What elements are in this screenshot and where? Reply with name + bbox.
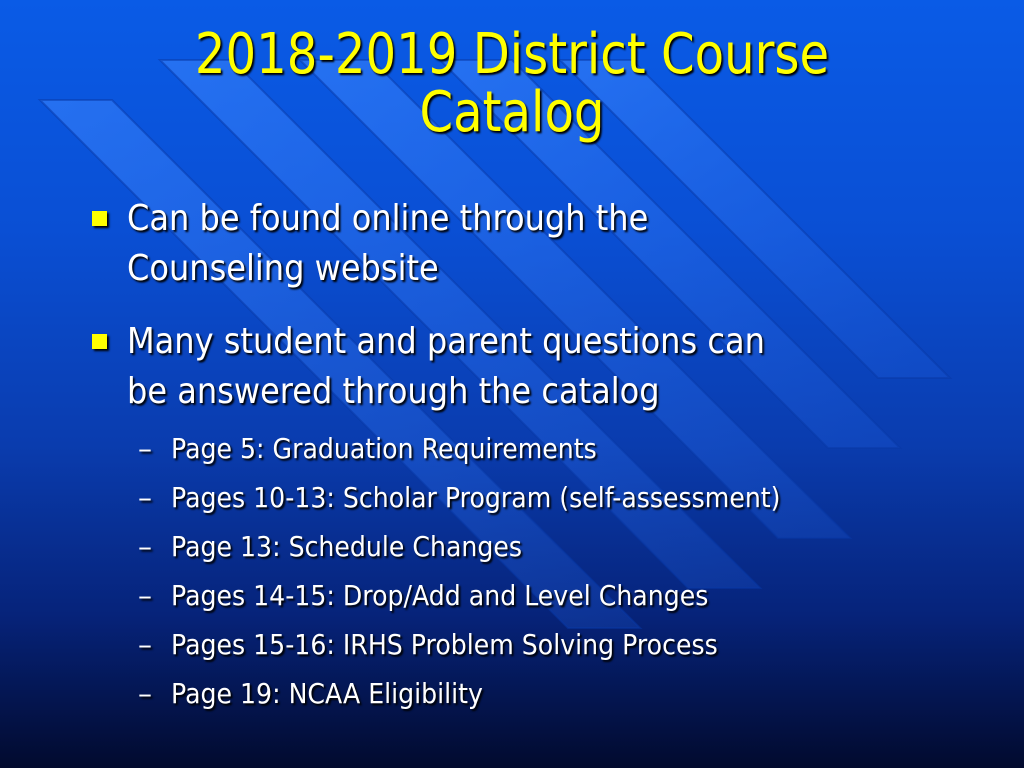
sub-bullet-text: Page 13: Schedule Changes bbox=[171, 530, 523, 563]
title-line-1: 2018-2019 District Course bbox=[194, 22, 830, 87]
dash-bullet-icon: – bbox=[138, 628, 152, 661]
title-line-2: Catalog bbox=[419, 80, 605, 145]
sub-bullet-text: Page 19: NCAA Eligibility bbox=[171, 677, 483, 710]
square-bullet-icon bbox=[92, 211, 107, 226]
sub-bullet-text: Pages 10-13: Scholar Program (self-assessment) bbox=[171, 481, 781, 514]
bullet-text-line-1: Many student and parent questions can bbox=[127, 321, 765, 362]
sub-bullet-text: Page 5: Graduation Requirements bbox=[171, 432, 597, 465]
dash-bullet-icon: – bbox=[138, 530, 152, 563]
bullet-text bbox=[127, 317, 910, 417]
dash-bullet-icon: – bbox=[138, 579, 152, 612]
bullet-text-line-2: Counseling website bbox=[127, 248, 439, 289]
dash-bullet-icon: – bbox=[138, 432, 152, 465]
square-bullet-icon bbox=[92, 334, 107, 349]
dash-bullet-icon: – bbox=[138, 481, 152, 514]
bullet-text-line-2: be answered through the catalog bbox=[127, 371, 660, 412]
bullet-text-line-1: Can be found online through the bbox=[127, 198, 649, 239]
bullet-text bbox=[127, 194, 910, 294]
sub-bullet-text: Pages 14-15: Drop/Add and Level Changes bbox=[171, 579, 709, 612]
sub-bullet-text: Pages 15-16: IRHS Problem Solving Process bbox=[171, 628, 718, 661]
dash-bullet-icon: – bbox=[138, 677, 152, 710]
